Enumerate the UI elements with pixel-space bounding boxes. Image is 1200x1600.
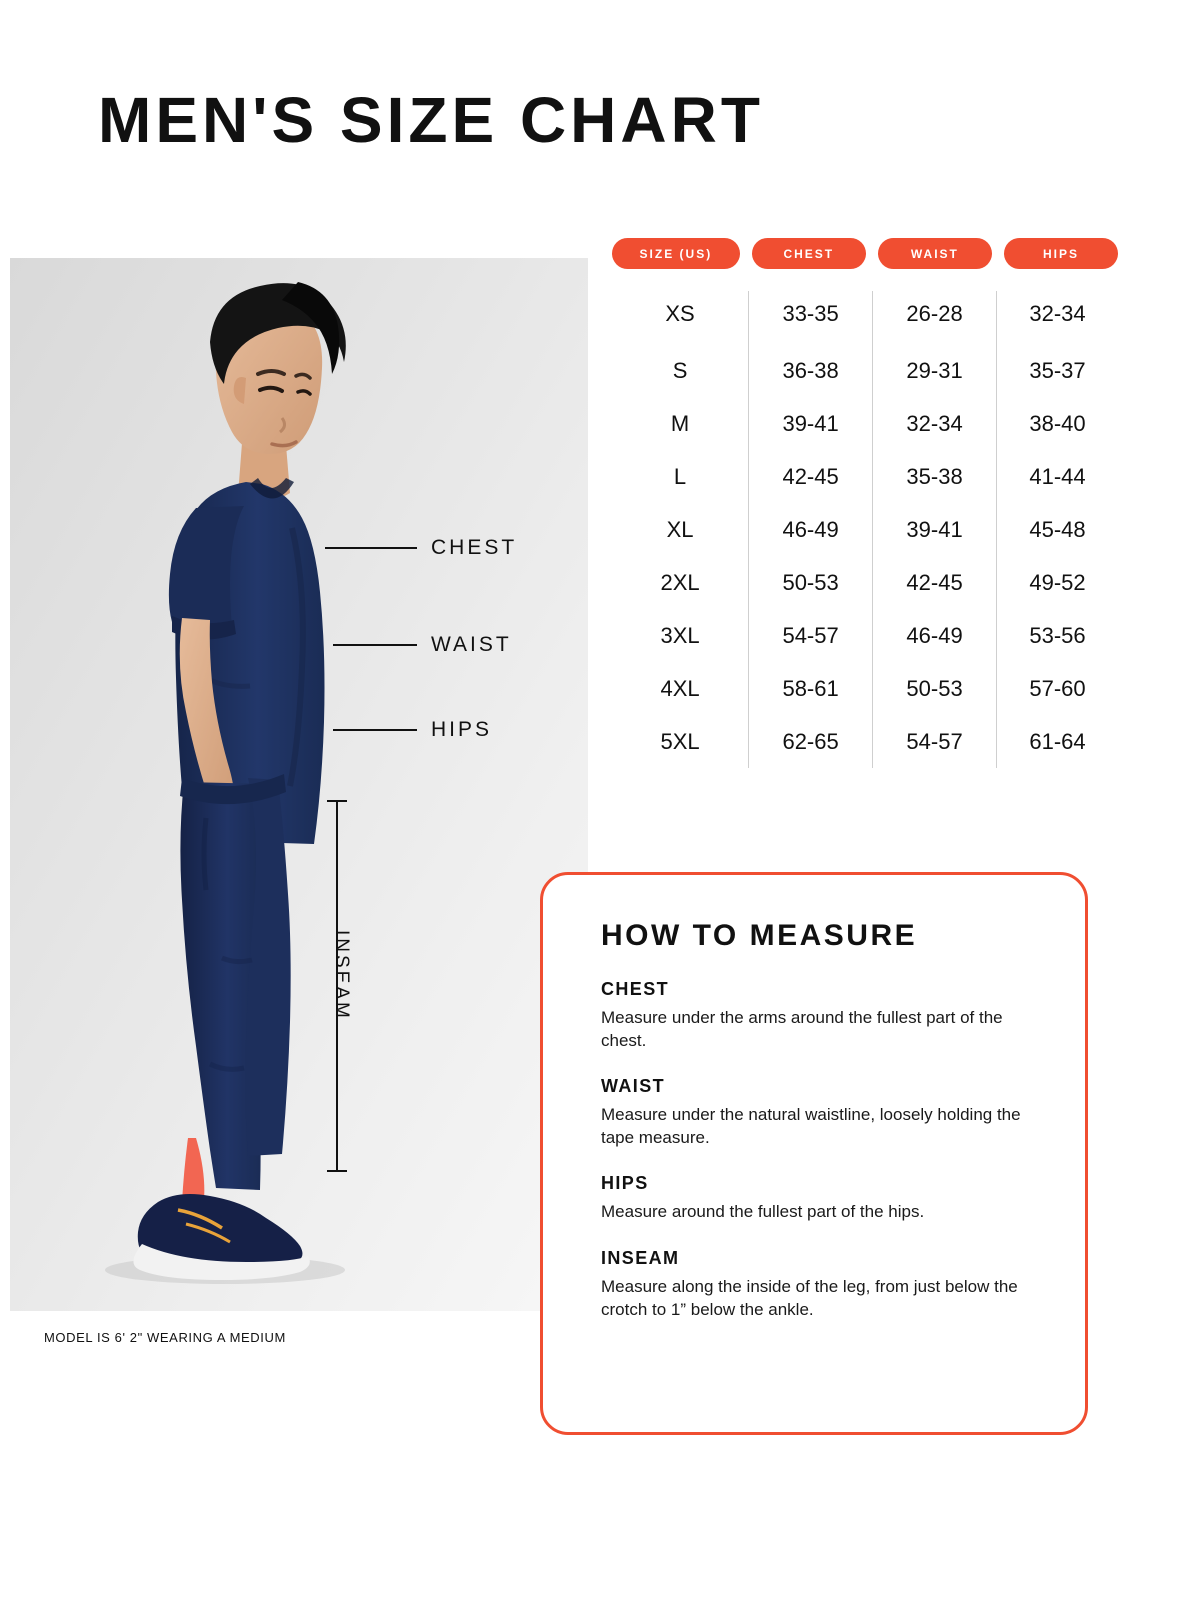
- cell-chest: 50-53: [749, 556, 873, 609]
- cell-size: 4XL: [660, 675, 700, 701]
- table-row: [612, 556, 1118, 609]
- cell-chest: 46-49: [749, 503, 873, 556]
- page-title: MEN'S SIZE CHART: [98, 84, 764, 156]
- cell-size: XL: [666, 516, 694, 542]
- callout-waist: [333, 633, 512, 657]
- column-header-chest: CHEST: [752, 238, 866, 269]
- size-table-header-row: [612, 238, 1118, 269]
- cell-hips: 61-64: [997, 715, 1118, 768]
- cell-chest: 58-61: [749, 662, 873, 715]
- cell-chest: 42-45: [749, 450, 873, 503]
- measure-item-hips: [601, 1173, 1041, 1223]
- cell-chest: 54-57: [749, 609, 873, 662]
- table-row: [612, 503, 1118, 556]
- cell-waist: 42-45: [873, 556, 997, 609]
- column-header-size: SIZE (US): [612, 238, 740, 269]
- measure-desc-inseam: Measure along the inside of the leg, from just below the crotch to 1” below the ankle.: [601, 1276, 1018, 1319]
- model-caption: MODEL IS 6' 2" WEARING A MEDIUM: [44, 1330, 286, 1345]
- column-header-hips: HIPS: [1004, 238, 1118, 269]
- leader-line-icon: [333, 729, 417, 731]
- callout-inseam-label: INSEAM: [331, 930, 352, 1021]
- cell-waist: 29-31: [873, 344, 997, 397]
- cell-waist: 32-34: [873, 397, 997, 450]
- cell-hips: 57-60: [997, 662, 1118, 715]
- table-row: [612, 397, 1118, 450]
- measure-desc-chest: Measure under the arms around the fullest part of the chest.: [601, 1008, 1003, 1051]
- callout-hips-label: HIPS: [431, 718, 493, 741]
- cell-waist: 46-49: [873, 609, 997, 662]
- how-to-measure-panel: [540, 872, 1088, 1435]
- leader-line-icon: [325, 547, 417, 549]
- cell-chest: 62-65: [749, 715, 873, 768]
- measure-term-inseam: INSEAM: [601, 1247, 680, 1268]
- measure-term-chest: CHEST: [601, 979, 670, 999]
- cell-chest: 33-35: [749, 291, 873, 344]
- cell-size: 5XL: [660, 728, 700, 754]
- model-photo: [10, 258, 588, 1311]
- measure-item-chest: [601, 979, 1041, 1052]
- cell-size: 3XL: [660, 622, 700, 648]
- cell-waist: 35-38: [873, 450, 997, 503]
- table-row: [612, 344, 1118, 397]
- cell-waist: 39-41: [873, 503, 997, 556]
- cell-hips: 53-56: [997, 609, 1118, 662]
- callout-hips: [333, 718, 492, 742]
- measure-item-waist: [601, 1076, 1041, 1149]
- cell-hips: 38-40: [997, 397, 1118, 450]
- measure-desc-waist: Measure under the natural waistline, loosely holding the tape measure.: [601, 1105, 1021, 1148]
- cell-size: 2XL: [660, 569, 700, 595]
- callout-chest-label: CHEST: [431, 536, 518, 559]
- size-table-body: [612, 291, 1118, 768]
- table-row: [612, 715, 1118, 768]
- cell-waist: 54-57: [873, 715, 997, 768]
- cell-waist: 50-53: [873, 662, 997, 715]
- measure-desc-hips: Measure around the fullest part of the hips.: [601, 1202, 925, 1222]
- cell-waist: 26-28: [873, 291, 997, 344]
- model-illustration: [10, 258, 588, 1311]
- callout-waist-label: WAIST: [431, 633, 512, 656]
- table-row: [612, 662, 1118, 715]
- table-row: [612, 291, 1118, 344]
- cell-size: M: [670, 410, 690, 436]
- size-table: [612, 238, 1118, 768]
- table-row: [612, 609, 1118, 662]
- cell-size: S: [672, 357, 688, 383]
- measure-item-inseam: [601, 1248, 1041, 1321]
- cell-size: XS: [665, 300, 695, 326]
- measure-term-hips: HIPS: [601, 1173, 649, 1194]
- table-row: [612, 450, 1118, 503]
- cell-chest: 39-41: [749, 397, 873, 450]
- measure-term-waist: WAIST: [601, 1076, 665, 1097]
- cell-chest: 36-38: [749, 344, 873, 397]
- cell-hips: 35-37: [997, 344, 1118, 397]
- column-header-waist: WAIST: [878, 238, 992, 269]
- cell-hips: 32-34: [997, 291, 1118, 344]
- leader-line-icon: [333, 644, 417, 646]
- cell-hips: 45-48: [997, 503, 1118, 556]
- callout-chest: [325, 536, 517, 560]
- cell-size: L: [673, 463, 687, 489]
- cell-hips: 49-52: [997, 556, 1118, 609]
- cell-hips: 41-44: [997, 450, 1118, 503]
- how-to-measure-heading: HOW TO MEASURE: [601, 919, 918, 952]
